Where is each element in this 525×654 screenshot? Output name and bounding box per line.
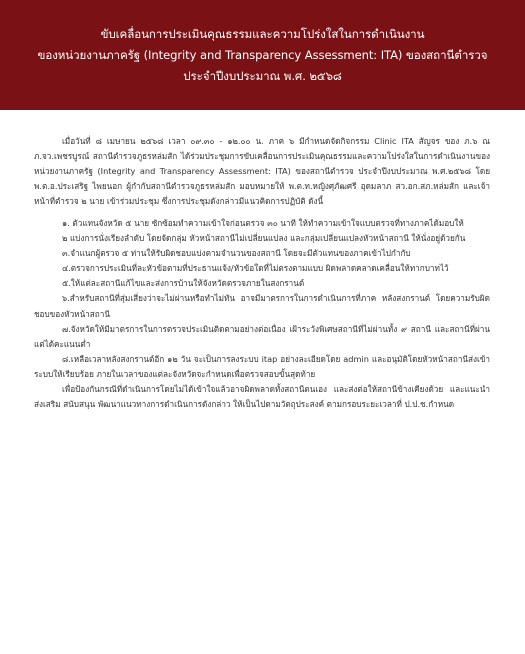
list-item-6: ๖.สำหรับสถานีที่สุ่มเสี่ยงว่าจะไม่ผ่านหรือทำไม่ทัน อาจมีมาตรการในการดำเนินการที่ภาค หลังสงกรานต์ โดยความรับผิดชอบของหัวหน้าสถานี xyxy=(34,293,490,319)
list-item-5: ๕.ให้แต่ละสถานีแก้ไขและส่งการบ้านให้จังหวัดตรวจภายในสงกรานต์ xyxy=(62,278,305,289)
list-item-2: ๒ แบ่งการนั่งเรียงลำดับ โดยจัดกลุ่ม หัวหน้าสถานีไม่เปลี่ยนแปลง และกลุ่มเปลี่ยนแปลงหัวหน้าสถานี ให้นั่งอยู่ด้วยกัน xyxy=(62,233,466,244)
list-item-8: ๘.เหลือเวลาหลังสงกรานต์อีก ๑๒ วัน จะเป็นการลงระบบ itap อย่างละเอียดโดย admin และอนุมัติโดยหัวหน้าสถานีส่งเข้าระบบให้เรียบร้อย ภายในเวลาของแต่ละจังหวัดจะกำหนดเพื่อตรวจสอบขั้นสุดท้าย xyxy=(34,353,490,379)
page-title-line-1: ขับเคลื่อนการประเมินคุณธรรมและความโปร่งใสในการดำเนินงาน xyxy=(100,27,425,41)
list-item-7: ๗.จังหวัดให้มีมาตรการในการตรวจประเมินติดตามอย่างต่อเนื่อง เฝ้าระวังพิเศษสถานีที่ไม่ผ่านทั้ง ๙ สถานี และสถานีที่ผ่านแต่ได้คะแนนต่ำ xyxy=(34,323,490,349)
page-title-line-3: ประจำปีงบประมาณ พ.ศ. ๒๕๖๘ xyxy=(183,69,342,83)
page-title-line-2: ของหน่วยงานภาครัฐ (Integrity and Transparency Assessment: ITA) ของสถานีตำรวจ xyxy=(37,48,488,62)
closing-paragraph: เพื่อป้องกันกรณีที่ดำเนินการโดยไม่ได้เข้าใจแล้วอาจผิดพลาดทั้งสถานีตนเอง และส่งต่อให้สถานีข้างเคียงด้วย และแนะนำ ส่งเสริม สนับสนุน พัฒนาแนวทางการดำเนินการดังกล่าว ให้เป็นไปตามวัตถุประสงค์ ตามกรอบระยะเวลาที่ ป.ป.ช.กำหนด xyxy=(34,384,490,410)
list-item-4: ๔.ตรวจการประเมินที่ละหัวข้อตามที่ประธานแจ้ง/หัวข้อใดที่ไม่ตรงตามแบบ ผิดพลาดคลาดเคลื่อนให้ทากบาทไว้ xyxy=(62,263,449,274)
intro-paragraph: เมื่อวันที่ ๘ เมษายน ๒๕๖๘ เวลา ๐๙.๓๐ - ๑๒.๐๐ น. ภาค ๖ มีกำหนดจัดกิจกรรม Clinic ITA สัญจร ของ ภ.๖ ณ ภ.จว.เพชรบูรณ์ สถานีตำรวจภูธรหล่มสัก ได้ร่วมประชุมการขับเคลื่อนการประเมินคุณธรรมและความโปร่งใสในการดำเนินงานของหน่วยงานภาครัฐ (Integrity and Transparency Assessment: ITA) ของสถานีตำรวจ ประจำปีงบประมาณ พ.ศ.๒๕๖๘ โดย พ.ต.อ.ประเสริฐ ไพยนอก ผู้กำกับสถานีตำรวจภูธรหล่มสัก มอบหมายให้ พ.ต.ท.หญิงศุภัฒศรี อุดมลาภ สว.อก.สภ.หล่มสัก และเจ้าหน้าที่ตำรวจ ๒ นาย เข้าร่วมประชุม ซึ่งการประชุมดังกล่าวมีแนวคิดการปฏิบัติ ดังนี้ xyxy=(34,136,490,207)
list-item-3: ๓.จำแนกผู้ตรวจ ๕ ท่านให้รับผิดชอบแบ่งตามจำนวนของสถานี โดยจะมีตัวแทนของภาคเข้าไปกำกับ xyxy=(62,248,411,259)
article-body xyxy=(34,134,490,412)
page-header-banner xyxy=(0,0,525,110)
list-item-1: ๑. ตัวแทนจังหวัด ๕ นาย ซักซ้อมทำความเข้าใจก่อนตรวจ ๓๐ นาที ให้ทำความเข้าใจแบบตรวจที่ทางภาคได้มอบให้ xyxy=(62,217,464,228)
